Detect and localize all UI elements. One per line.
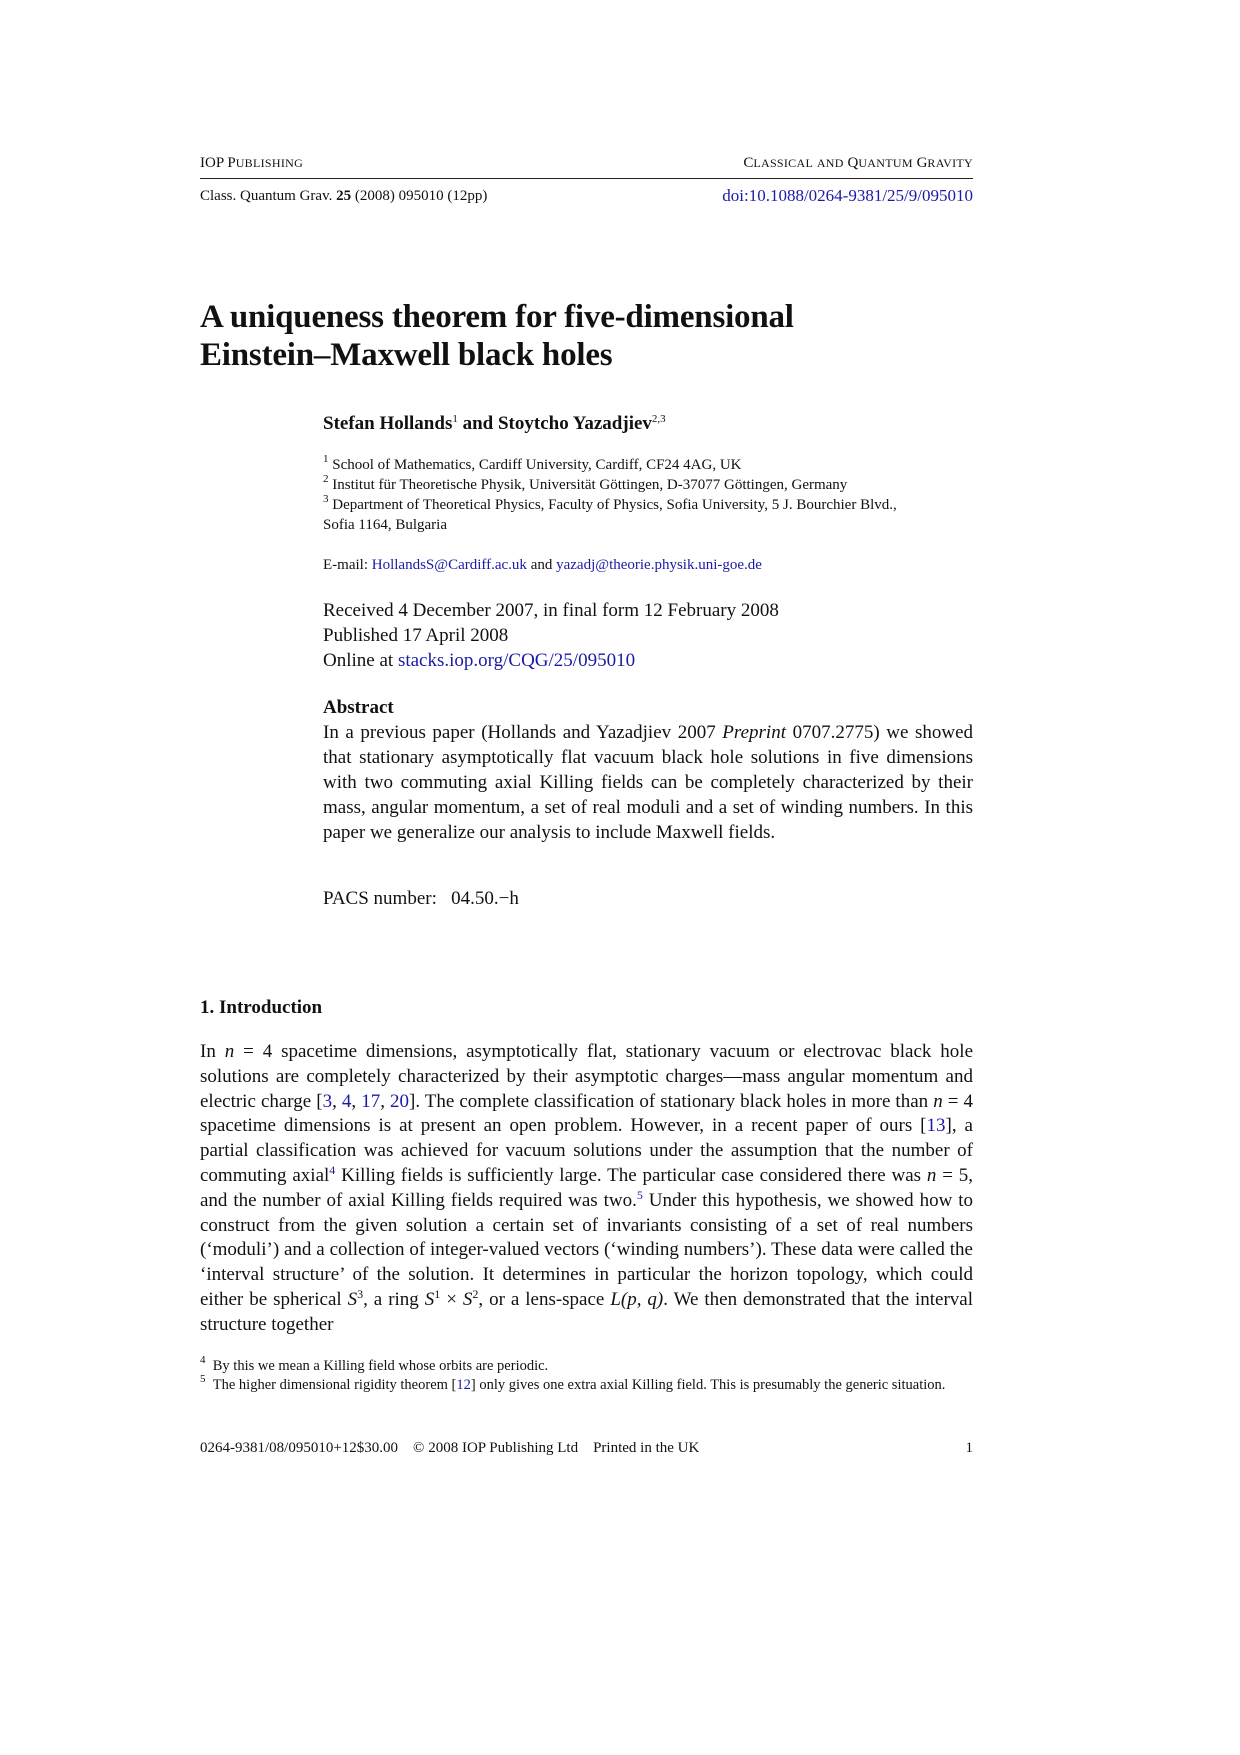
footnote-num: 4 (200, 1354, 206, 1366)
affiliation-3-cont (323, 516, 447, 535)
affiliation-num: 2 (323, 473, 329, 485)
affiliation-text: Sofia 1164, Bulgaria (323, 517, 448, 533)
author-sup-1: 1 (452, 413, 458, 425)
email-link-1[interactable]: HollandsS@Cardiff.ac.uk (371, 557, 527, 573)
citation-link[interactable]: 12 (456, 1377, 471, 1393)
abstract-text: In a previous paper (Hollands and Yazadjiev 2007 (323, 722, 723, 743)
abstract-body (323, 720, 973, 845)
email-and: and (526, 557, 557, 573)
footnote-text: ] only gives one extra axial Killing field. This is presumably the generic situation. (470, 1377, 946, 1393)
pacs-label: PACS number: (323, 888, 437, 909)
email-line (323, 556, 762, 575)
footnote-link[interactable]: 4 (329, 1162, 336, 1177)
abstract-text: 0707.2775) we showed that stationary asymptotically flat vacuum black hole solutions in five dimensions with two commuting axial Killing fields can be completely characterized by their mass, angular momentum, a set of real moduli and a set of winding numbers. In this paper we generalize our analysis to include Maxwell fields. (323, 722, 973, 843)
citation-link[interactable]: 4 (341, 1090, 352, 1112)
citation-line (200, 188, 487, 205)
publisher-text: IOP PUBLISHING (200, 155, 304, 171)
page-number: 1 (965, 1440, 973, 1456)
affiliation-num: 1 (323, 453, 329, 465)
affiliation-text: School of Mathematics, Cardiff University, Cardiff, CF24 4AG, UK (332, 457, 742, 473)
pacs-line (323, 886, 519, 911)
citation-link[interactable]: 20 (390, 1090, 409, 1112)
footer-printed: Printed in the UK (593, 1440, 700, 1456)
footnote-link[interactable]: 5 (636, 1187, 643, 1202)
section-heading: 1. Introduction (200, 997, 323, 1018)
received-date: Received 4 December 2007, in final form 12 February 2008 (323, 600, 779, 621)
email-link-2[interactable]: yazadj@theorie.physik.uni-goe.de (556, 557, 762, 573)
citation-link[interactable]: 13 (926, 1115, 946, 1137)
author-name-1: Stefan Hollands (323, 413, 453, 434)
doi-line (722, 186, 973, 206)
affiliation-1 (323, 453, 742, 475)
online-line (323, 648, 635, 673)
paper-title (200, 298, 794, 374)
footnote-4 (200, 1354, 973, 1375)
affiliation-3 (323, 493, 897, 515)
author-name-2: Stoytcho Yazadjiev (497, 413, 652, 434)
footer-line (200, 1440, 699, 1457)
citation-prefix: Class. Quantum Grav. (200, 188, 337, 204)
abstract-italic: Preprint (722, 722, 786, 743)
pacs-value: 04.50.−h (451, 888, 519, 909)
journal-text: CLASSICAL AND QUANTUM GRAVITY (743, 155, 973, 171)
citation-suffix: (2008) 095010 (12pp) (351, 188, 488, 204)
journal-label (743, 155, 973, 172)
author-line (323, 413, 666, 435)
citation-link[interactable]: 17 (361, 1090, 381, 1112)
footer-copyright: © 2008 IOP Publishing Ltd (413, 1440, 579, 1456)
title-line-2: Einstein–Maxwell black holes (200, 337, 613, 373)
author-sup-2: 2,3 (651, 413, 666, 425)
intro-paragraph: In n = 4 spacetime dimensions, asymptotically flat, stationary vacuum or electrovac black hole solutions are completely characterized by their asymptotic charges—mass angular momentum and electric charge [3, 4, 17, 20]. The complete classification of stationary black holes in more than n = 4 spacetime dimensions is at present an open problem. However, in a recent paper of ours [13], a partial classification was achieved for vacuum solutions under the assumption that the number of commuting axial$^4$ Killing fields is sufficiently large. The particular case considered there was n = 5, and the number of axial Killing fields required was two.$^5$ Under this hypothesis, we showed how to construct from the given solution a certain set of invariants consisting of a set of real numbers (‘moduli’) and a collection of integer-valued vectors (‘winding numbers’). These data were called the ‘interval structure’ of the solution. It determines in particular the horizon topology, which could either be spherical $S^3$, a ring $S^1 \times S^2$, or a lens-space L(p, q). We then demonstrated that the interval structure together (200, 1041, 974, 1335)
affiliation-text: Department of Theoretical Physics, Faculty of Physics, Sofia University, 5 J. Bourchier Blvd., (332, 497, 897, 513)
affiliation-2 (323, 473, 848, 495)
author-conjunction: and (457, 413, 498, 434)
citation-link[interactable]: 3 (322, 1090, 333, 1112)
citation-volume: 25 (336, 188, 352, 204)
footnote-text: By this we mean a Killing field whose orbits are periodic. (212, 1358, 549, 1374)
footer-code: 0264-9381/08/095010+12$30.00 (200, 1440, 399, 1456)
footnote-text: The higher dimensional rigidity theorem [ (212, 1377, 457, 1393)
publisher-label (200, 155, 303, 172)
doi-link[interactable]: doi:10.1088/0264-9381/25/9/095010 (722, 186, 973, 205)
published-date: Published 17 April 2008 (323, 625, 509, 646)
affiliation-text: Institut für Theoretische Physik, Universität Göttingen, D-37077 Göttingen, Germany (332, 477, 848, 493)
email-label: E-mail: (323, 557, 372, 573)
header-rule (200, 178, 973, 179)
footnote-num: 5 (200, 1373, 206, 1385)
footnote-5 (200, 1373, 973, 1394)
online-label: Online at (323, 650, 398, 671)
online-link[interactable]: stacks.iop.org/CQG/25/095010 (397, 650, 636, 671)
title-line-1: A uniqueness theorem for five-dimensional (200, 299, 794, 335)
abstract-heading: Abstract (323, 697, 394, 718)
affiliation-num: 3 (323, 493, 329, 505)
